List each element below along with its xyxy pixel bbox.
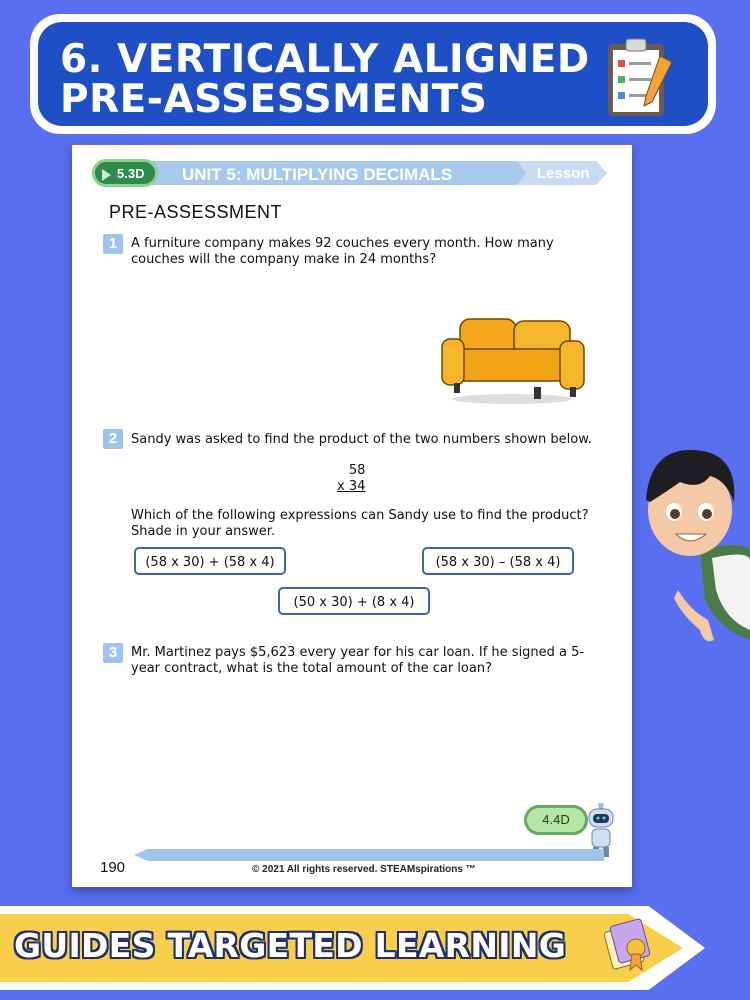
question-3-number: 3 <box>103 643 123 663</box>
top-banner-inner <box>38 22 708 126</box>
banner-title-line2: PRE-ASSESSMENTS <box>60 77 488 122</box>
multiplicand: 58 <box>348 463 366 478</box>
footer-bar <box>134 849 604 861</box>
answer-choice-c[interactable]: (50 x 30) + (8 x 4) <box>278 587 430 615</box>
unit-header <box>92 159 602 199</box>
question-2-text: Sandy was asked to find the product of the two numbers shown below. <box>131 432 592 447</box>
prior-standard-tag: 4.4D <box>524 805 588 835</box>
standard-tag-label: 5.3D <box>117 166 145 181</box>
question-1-text <box>131 236 554 268</box>
top-banner <box>30 14 716 134</box>
unit-title: UNIT 5: MULTIPLYING DECIMALS <box>182 165 453 184</box>
section-title: PRE-ASSESSMENT <box>109 202 283 222</box>
answer-choice-b[interactable]: (58 x 30) – (58 x 4) <box>422 547 574 575</box>
lesson-label: Lesson 1 <box>537 165 590 199</box>
worksheet-page <box>72 145 632 887</box>
question-3-line2: year contract, what is the total amount of the car loan? <box>131 661 492 676</box>
bottom-banner-text: GUIDES TARGETED LEARNING <box>14 926 567 965</box>
multiplier: x 34 <box>337 479 366 494</box>
answer-choice-a[interactable]: (58 x 30) + (58 x 4) <box>134 547 286 575</box>
certificate-ribbon-icon <box>600 918 658 976</box>
question-3-line1: Mr. Martinez pays $5,623 every year for his car loan. If he signed a 5- <box>131 645 585 660</box>
multiplication-problem <box>337 463 365 495</box>
question-1-line2: couches will the company make in 24 months? <box>131 252 437 267</box>
question-3-text <box>131 645 584 677</box>
standard-tag <box>92 159 158 187</box>
banner-title-line1: 6. VERTICALLY ALIGNED <box>60 37 590 82</box>
boy-character-illustration <box>630 440 750 650</box>
question-1-number: 1 <box>103 234 123 254</box>
clipboard-checklist-icon <box>602 36 678 120</box>
question-2-prompt-line2: Shade in your answer. <box>131 524 276 539</box>
page-number: 190 <box>100 859 126 876</box>
play-triangle-icon <box>102 169 111 181</box>
banner-title <box>60 37 590 122</box>
question-2-prompt-line1: Which of the following expressions can Sandy use to find the product? <box>131 508 589 523</box>
couch-image <box>438 313 586 405</box>
question-1-line1: A furniture company makes 92 couches every month. How many <box>131 236 554 251</box>
question-2-number: 2 <box>103 429 123 449</box>
copyright-text: © 2021 All rights reserved. STEAMspirations ™ <box>252 864 476 875</box>
question-2-prompt <box>131 508 588 540</box>
